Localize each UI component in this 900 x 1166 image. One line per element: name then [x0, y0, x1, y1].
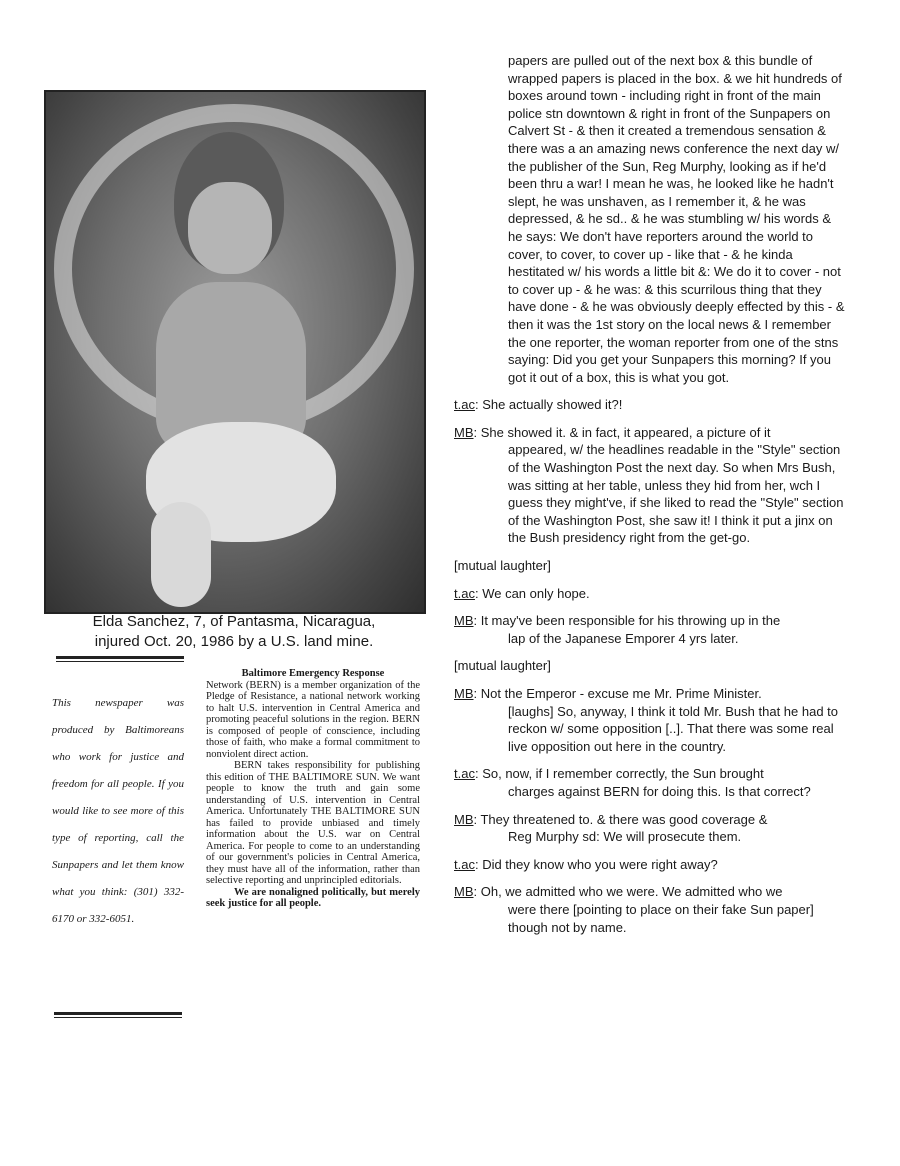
entry-continuation: [laughs] So, anyway, I think it told Mr. Bush that he had to reckon w/ some opposition [..]. That there was some real live opposition out here in the country. [508, 703, 839, 754]
transcript-continuation: papers are pulled out of the next box & this bundle of wrapped papers is placed in the box. & we hit hundreds of boxes around town - including right in front of the main police stn downtown & right in front of the Sunpapers on Calvert St - & then it created a tremendous sensation & there was a an amazing news conference the next day w/ the publisher of the Sun, Reg Murphy, looking as if he'd been thru a war! I mean he was, he looked like he hadn't slept, he was unshaven, as I remember it, & he was depressed, & he sd.. & he was stumbling w/ his words & he says: We don't have reporters around the world to cover, to cover, to cover up - like that - & he kinda hestitated w/ his words a little bit &: We do it to cover - not to cover up - & he was: & this scurrilous thing that they have done - & he was obviously deeply effected by this - & then it was the 1st story on the local news & I remember the one reporter, the woman reporter from one of the stns saying: Did you get your Sunpapers this morning? If you got it out of a box, this is what you got. [508, 53, 845, 385]
speaker-tag: t.ac [454, 585, 475, 601]
transcript-entry [454, 811, 846, 846]
transcript-entry [454, 883, 846, 936]
transcript-entries [454, 396, 846, 936]
entry-first-line: MB: They threatened to. & there was good coverage & [454, 811, 768, 827]
divider-bottom-thin [54, 1017, 182, 1018]
divider-top [56, 656, 184, 659]
caption-line-2: injured Oct. 20, 1986 by a U.S. land mine. [94, 633, 374, 650]
entry-first-line: [mutual laughter] [454, 658, 551, 674]
caption-line-1: Elda Sanchez, 7, of Pantasma, Nicaragua, [92, 613, 376, 630]
speaker-tag: MB [454, 884, 474, 900]
transcript-entry [454, 585, 846, 603]
entry-first-line: MB: Oh, we admitted who we were. We admitted who we [454, 884, 783, 900]
entry-continuation: charges against BERN for doing this. Is that correct? [508, 783, 811, 799]
transcript-entry [454, 557, 846, 575]
photo-caption [44, 612, 424, 652]
divider-top-thin [56, 661, 184, 662]
bern-paragraph-2: BERN takes responsibility for publishing this edition of THE BALTIMORE SUN. We want people to know the truth and gain some understanding of U.S. intervention in Central America. Unfortunately THE BALTIMORE SUN has failed to provide unbiased and timely information about the U.S. war on Central America. For people to come to an understanding of our government's policies in Central America, they must have all of the information, rather than selective reporting and unprincipled editorials. [206, 760, 420, 886]
entry-continuation: were there [pointing to place on their fake Sun paper] though not by name. [508, 901, 814, 935]
entry-first-line: t.ac: We can only hope. [454, 585, 590, 601]
speaker-tag: t.ac [454, 856, 475, 872]
speaker-tag: MB [454, 811, 474, 827]
transcript-entry [454, 424, 846, 547]
speaker-tag: MB [454, 686, 474, 701]
entry-first-line: MB: It may've been responsible for his throwing up in the [454, 613, 781, 629]
child-leg [151, 502, 211, 607]
entry-continuation: lap of the Japanese Emporer 4 yrs later. [508, 630, 739, 646]
bern-heading: Baltimore Emergency Response [241, 668, 385, 679]
entry-first-line: t.ac: Did they know who you were right away? [454, 856, 718, 872]
transcript-entry [454, 612, 846, 647]
child-face [188, 182, 272, 274]
entry-first-line: MB: Not the Emperor - excuse me Mr. Prime Minister. [454, 686, 762, 701]
promo-box: This newspaper was produced by Baltimoreans who work for justice and freedom for all people. If you would like to see more of this type of reporting, call the Sunpapers and let them know what you think: (301) 332-6170 or 332-6051. [52, 697, 184, 925]
bern-statement [206, 668, 420, 910]
entry-continuation: appeared, w/ the headlines readable in the "Style" section of the Washington Post the next day. So when Mrs Bush, was sitting at her table, unless they hid from her, wch I guess they might've, if she liked to read the "Style" section of the Washington Post, she saw it! I think it put a jinx on the Bush presidency right from the get-go. [508, 442, 844, 546]
transcript-entry [454, 856, 846, 874]
transcript-entry [454, 657, 846, 675]
transcript-entry [454, 396, 846, 414]
entry-continuation: Reg Murphy sd: We will prosecute them. [508, 829, 742, 845]
divider-bottom [54, 1012, 182, 1015]
interview-transcript [454, 52, 846, 946]
entry-first-line: t.ac: She actually showed it?! [454, 397, 623, 413]
child-photo [44, 90, 426, 614]
transcript-entry [454, 685, 846, 755]
speaker-tag: t.ac [454, 766, 475, 782]
entry-first-line: MB: She showed it. & in fact, it appeared, a picture of it [454, 424, 771, 440]
bern-paragraph-3: We are nonaligned politically, but merely seek justice for all people. [206, 886, 420, 909]
bern-paragraph-1: Network (BERN) is a member organization of the Pledge of Resistance, a national network working to halt U.S. intervention in Central America and promoting peaceful solutions in the region. BERN is composed of people of conscience, including those of faith, who make a formal commitment to nonviolent direct action. [206, 679, 420, 760]
speaker-tag: MB [454, 424, 474, 440]
entry-first-line: t.ac: So, now, if I remember correctly, the Sun brought [454, 766, 764, 782]
transcript-entry [454, 765, 846, 800]
speaker-tag: MB [454, 613, 474, 629]
entry-first-line: [mutual laughter] [454, 558, 551, 574]
speaker-tag: t.ac [454, 397, 475, 413]
